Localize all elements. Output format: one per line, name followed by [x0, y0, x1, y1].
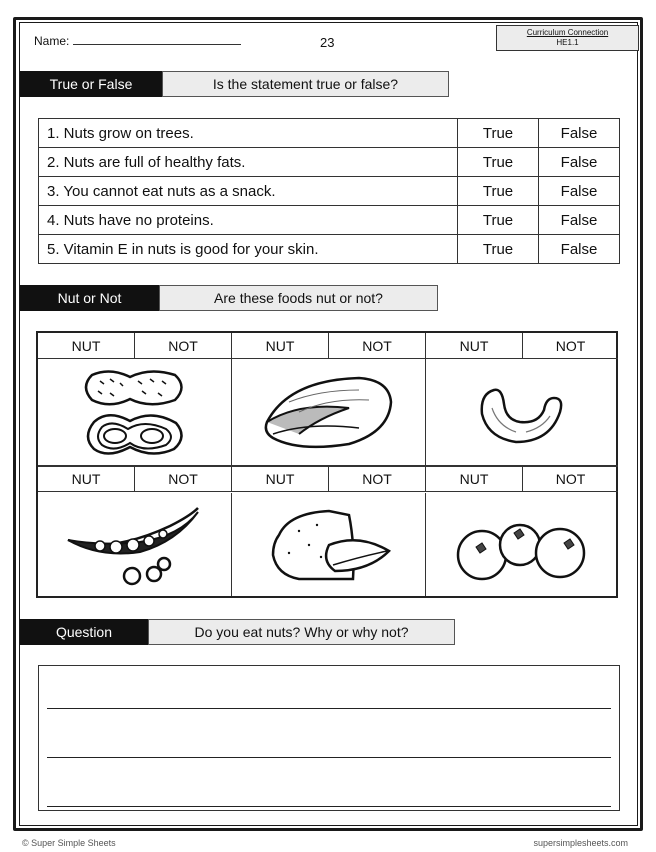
- not-option[interactable]: NOT: [135, 333, 232, 359]
- pistachio-icon: [259, 372, 399, 452]
- curriculum-title: Curriculum Connection: [526, 28, 609, 37]
- food-picture: [426, 359, 618, 466]
- false-option[interactable]: False: [539, 148, 620, 177]
- statement-text: 5. Vitamin E in nuts is good for your skin.: [39, 235, 458, 264]
- not-option[interactable]: NOT: [523, 466, 618, 492]
- section-prompt: Are these foods nut or not?: [159, 285, 438, 311]
- false-option[interactable]: False: [539, 119, 620, 148]
- answer-line[interactable]: [47, 757, 611, 758]
- statement-row: [39, 235, 620, 264]
- statement-row: [39, 148, 620, 177]
- statement-text: 2. Nuts are full of healthy fats.: [39, 148, 458, 177]
- section-label: Nut or Not: [20, 285, 159, 311]
- true-option[interactable]: True: [458, 235, 539, 264]
- false-option[interactable]: False: [539, 235, 620, 264]
- name-field[interactable]: Name:: [34, 34, 241, 48]
- food-picture: [38, 359, 232, 466]
- nut-option[interactable]: NUT: [232, 333, 329, 359]
- true-false-header: [20, 71, 449, 97]
- statement-row: [39, 119, 620, 148]
- food-picture: [426, 493, 618, 596]
- food-picture: [232, 493, 426, 596]
- statement-row: [39, 177, 620, 206]
- statement-text: 4. Nuts have no proteins.: [39, 206, 458, 235]
- footer-copyright: © Super Simple Sheets: [22, 838, 116, 848]
- nut-option[interactable]: NUT: [426, 333, 523, 359]
- blueberry-icon: [452, 505, 592, 585]
- nut-option[interactable]: NUT: [232, 466, 329, 492]
- section-prompt: Do you eat nuts? Why or why not?: [148, 619, 455, 645]
- question-header: [20, 619, 455, 645]
- footer-website: supersimplesheets.com: [533, 838, 628, 848]
- true-false-table: [38, 118, 620, 264]
- page-number: 23: [320, 35, 335, 50]
- nut-option[interactable]: NUT: [426, 466, 523, 492]
- food-picture: [232, 359, 426, 466]
- not-option[interactable]: NOT: [135, 466, 232, 492]
- section-label: True or False: [20, 71, 162, 97]
- cashew-icon: [472, 372, 572, 452]
- nut-or-not-grid: [36, 331, 618, 598]
- nut-option[interactable]: NUT: [38, 466, 135, 492]
- statement-row: [39, 206, 620, 235]
- not-option[interactable]: NOT: [329, 333, 426, 359]
- true-option[interactable]: True: [458, 177, 539, 206]
- true-option[interactable]: True: [458, 148, 539, 177]
- peanut-icon: [80, 367, 190, 457]
- nut-option[interactable]: NUT: [38, 333, 135, 359]
- nut-or-not-header: [20, 285, 438, 311]
- true-option[interactable]: True: [458, 119, 539, 148]
- answer-box[interactable]: [38, 665, 620, 811]
- not-option[interactable]: NOT: [329, 466, 426, 492]
- section-prompt: Is the statement true or false?: [162, 71, 449, 97]
- food-picture: [38, 493, 232, 596]
- name-line[interactable]: [73, 34, 241, 45]
- curriculum-code: HE1.1: [556, 38, 579, 47]
- not-option[interactable]: NOT: [523, 333, 618, 359]
- false-option[interactable]: False: [539, 206, 620, 235]
- answer-line[interactable]: [47, 708, 611, 709]
- answer-line[interactable]: [47, 806, 611, 807]
- statement-text: 3. You cannot eat nuts as a snack.: [39, 177, 458, 206]
- pea-pod-icon: [60, 502, 210, 587]
- section-label: Question: [20, 619, 148, 645]
- true-option[interactable]: True: [458, 206, 539, 235]
- almond-icon: [259, 505, 399, 585]
- curriculum-box: [496, 25, 639, 51]
- statement-text: 1. Nuts grow on trees.: [39, 119, 458, 148]
- false-option[interactable]: False: [539, 177, 620, 206]
